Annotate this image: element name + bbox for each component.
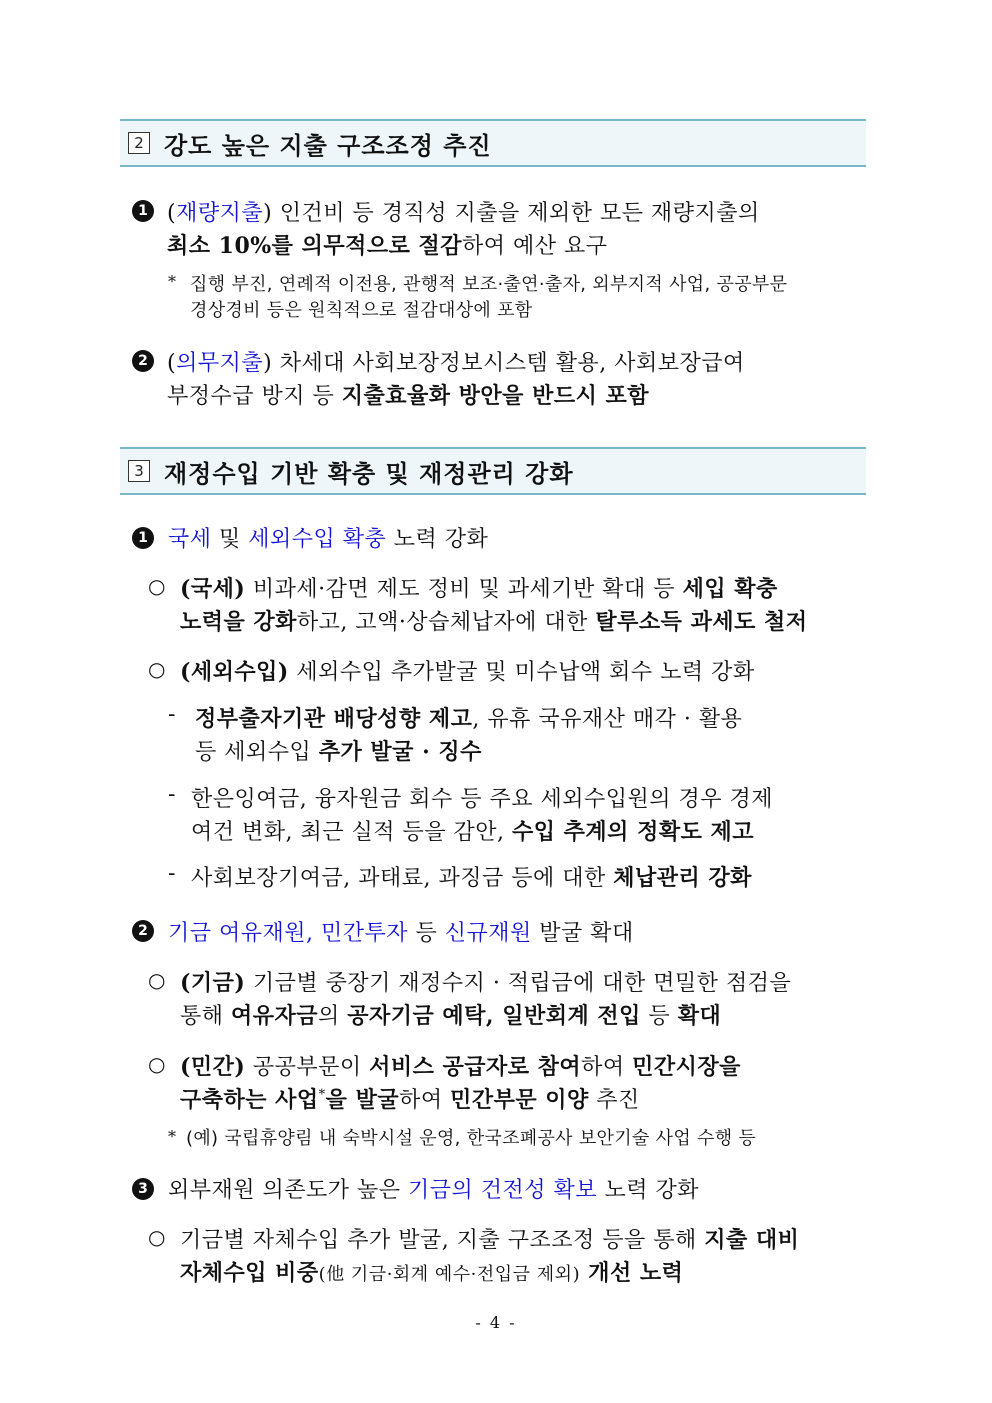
item-number-circle: 2 <box>132 920 154 942</box>
s3-item1-title: 국세 및 세외수입 확충 노력 강화 <box>168 527 489 552</box>
dash-bullet: - <box>168 861 176 886</box>
item-number-circle: 1 <box>132 200 154 222</box>
s3-item2-b1-line2: 통해 여유자금의 공자기금 예탁, 일반회계 전입 등 확대 <box>180 1003 722 1029</box>
label-discretionary: 재량지출 <box>176 201 264 226</box>
label-mandatory: 의무지출 <box>176 351 264 376</box>
section-title: 강도 높은 지출 구조조정 추진 <box>164 131 492 160</box>
s2-item2-line2: 부정수급 방지 등 지출효율화 방안을 반드시 포함 <box>167 383 650 409</box>
item-number-circle: 1 <box>132 527 154 549</box>
s3-item1-d1-line2: 등 세외수입 추가 발굴 · 징수 <box>195 739 482 765</box>
s3-item2-note: (예) 국립휴양림 내 숙박시설 운영, 한국조폐공사 보안기술 사업 수행 등 <box>186 1128 757 1149</box>
dash-bullet: - <box>168 702 176 727</box>
s2-item1-line1: (재량지출) 인건비 등 경직성 지출을 제외한 모든 재량지출의 <box>167 201 760 226</box>
s3-item1-d3-line1: 사회보장기여금, 과태료, 과징금 등에 대한 체납관리 강화 <box>191 865 752 891</box>
s3-item2-b1-line1: (기금) 기금별 중장기 재정수지 · 적립금에 대한 면밀한 점검을 <box>180 970 792 996</box>
s2-item1-note-line1: 집행 부진, 연례적 이전용, 관행적 보조·출연·출자, 외부지적 사업, 공공부문 <box>190 274 788 295</box>
circle-bullet: ○ <box>148 1225 166 1249</box>
dash-bullet: - <box>168 782 176 807</box>
s2-item1-line2: 최소 10%를 의무적으로 절감하여 예산 요구 <box>167 233 608 259</box>
s3-item3-b1-line2: 자체수입 비중(他 기금·회계 예수·전입금 제외) 개선 노력 <box>180 1260 684 1286</box>
section-number: 2 <box>128 132 150 154</box>
circle-bullet: ○ <box>148 1052 166 1076</box>
item-number-circle: 3 <box>132 1178 154 1200</box>
s3-item1-b1-line2: 노력을 강화하고, 고액·상습체납자에 대한 탈루소득 과세도 철저 <box>180 609 808 635</box>
s2-item1-note-line2: 경상경비 등은 원칙적으로 절감대상에 포함 <box>190 300 533 321</box>
circle-bullet: ○ <box>148 574 166 598</box>
s3-item1-d1-line1: 정부출자기관 배당성향 제고, 유휴 국유재산 매각 · 활용 <box>195 706 743 732</box>
s2-item2-line1: (의무지출) 차세대 사회보장정보시스템 활용, 사회보장급여 <box>167 351 745 376</box>
item-number-circle: 2 <box>132 350 154 372</box>
note-asterisk: * <box>168 272 176 291</box>
section-header-3 <box>120 447 866 495</box>
page-number: - 4 - <box>475 1313 517 1332</box>
section-title: 재정수입 기반 확충 및 재정관리 강화 <box>164 459 574 488</box>
s3-item2-title: 기금 여유재원, 민간투자 등 신규재원 발굴 확대 <box>168 921 634 946</box>
s3-item1-d2-line2: 여건 변화, 최근 실적 등을 감안, 수입 추계의 정확도 제고 <box>191 819 754 845</box>
s3-item1-b2-line1: (세외수입) 세외수입 추가발굴 및 미수납액 회수 노력 강화 <box>180 659 755 685</box>
s3-item3-b1-line1: 기금별 자체수입 추가 발굴, 지출 구조조정 등을 통해 지출 대비 <box>180 1227 800 1253</box>
s3-item2-b2-line2: 구축하는 사업*을 발굴하여 민간부문 이양 추진 <box>180 1087 640 1113</box>
s3-item1-b1-line1: (국세) 비과세·감면 제도 정비 및 과세기반 확대 등 세입 확충 <box>180 576 778 602</box>
s3-item1-d2-line1: 한은잉여금, 융자원금 회수 등 주요 세외수입원의 경우 경제 <box>191 787 773 812</box>
section-number: 3 <box>128 460 150 482</box>
note-asterisk: * <box>168 1127 176 1146</box>
s3-item3-title: 외부재원 의존도가 높은 기금의 건전성 확보 노력 강화 <box>168 1178 700 1203</box>
circle-bullet: ○ <box>148 968 166 992</box>
circle-bullet: ○ <box>148 657 166 681</box>
s3-item2-b2-line1: (민간) 공공부문이 서비스 공급자로 참여하여 민간시장을 <box>180 1054 741 1080</box>
section-header-2 <box>120 119 866 167</box>
